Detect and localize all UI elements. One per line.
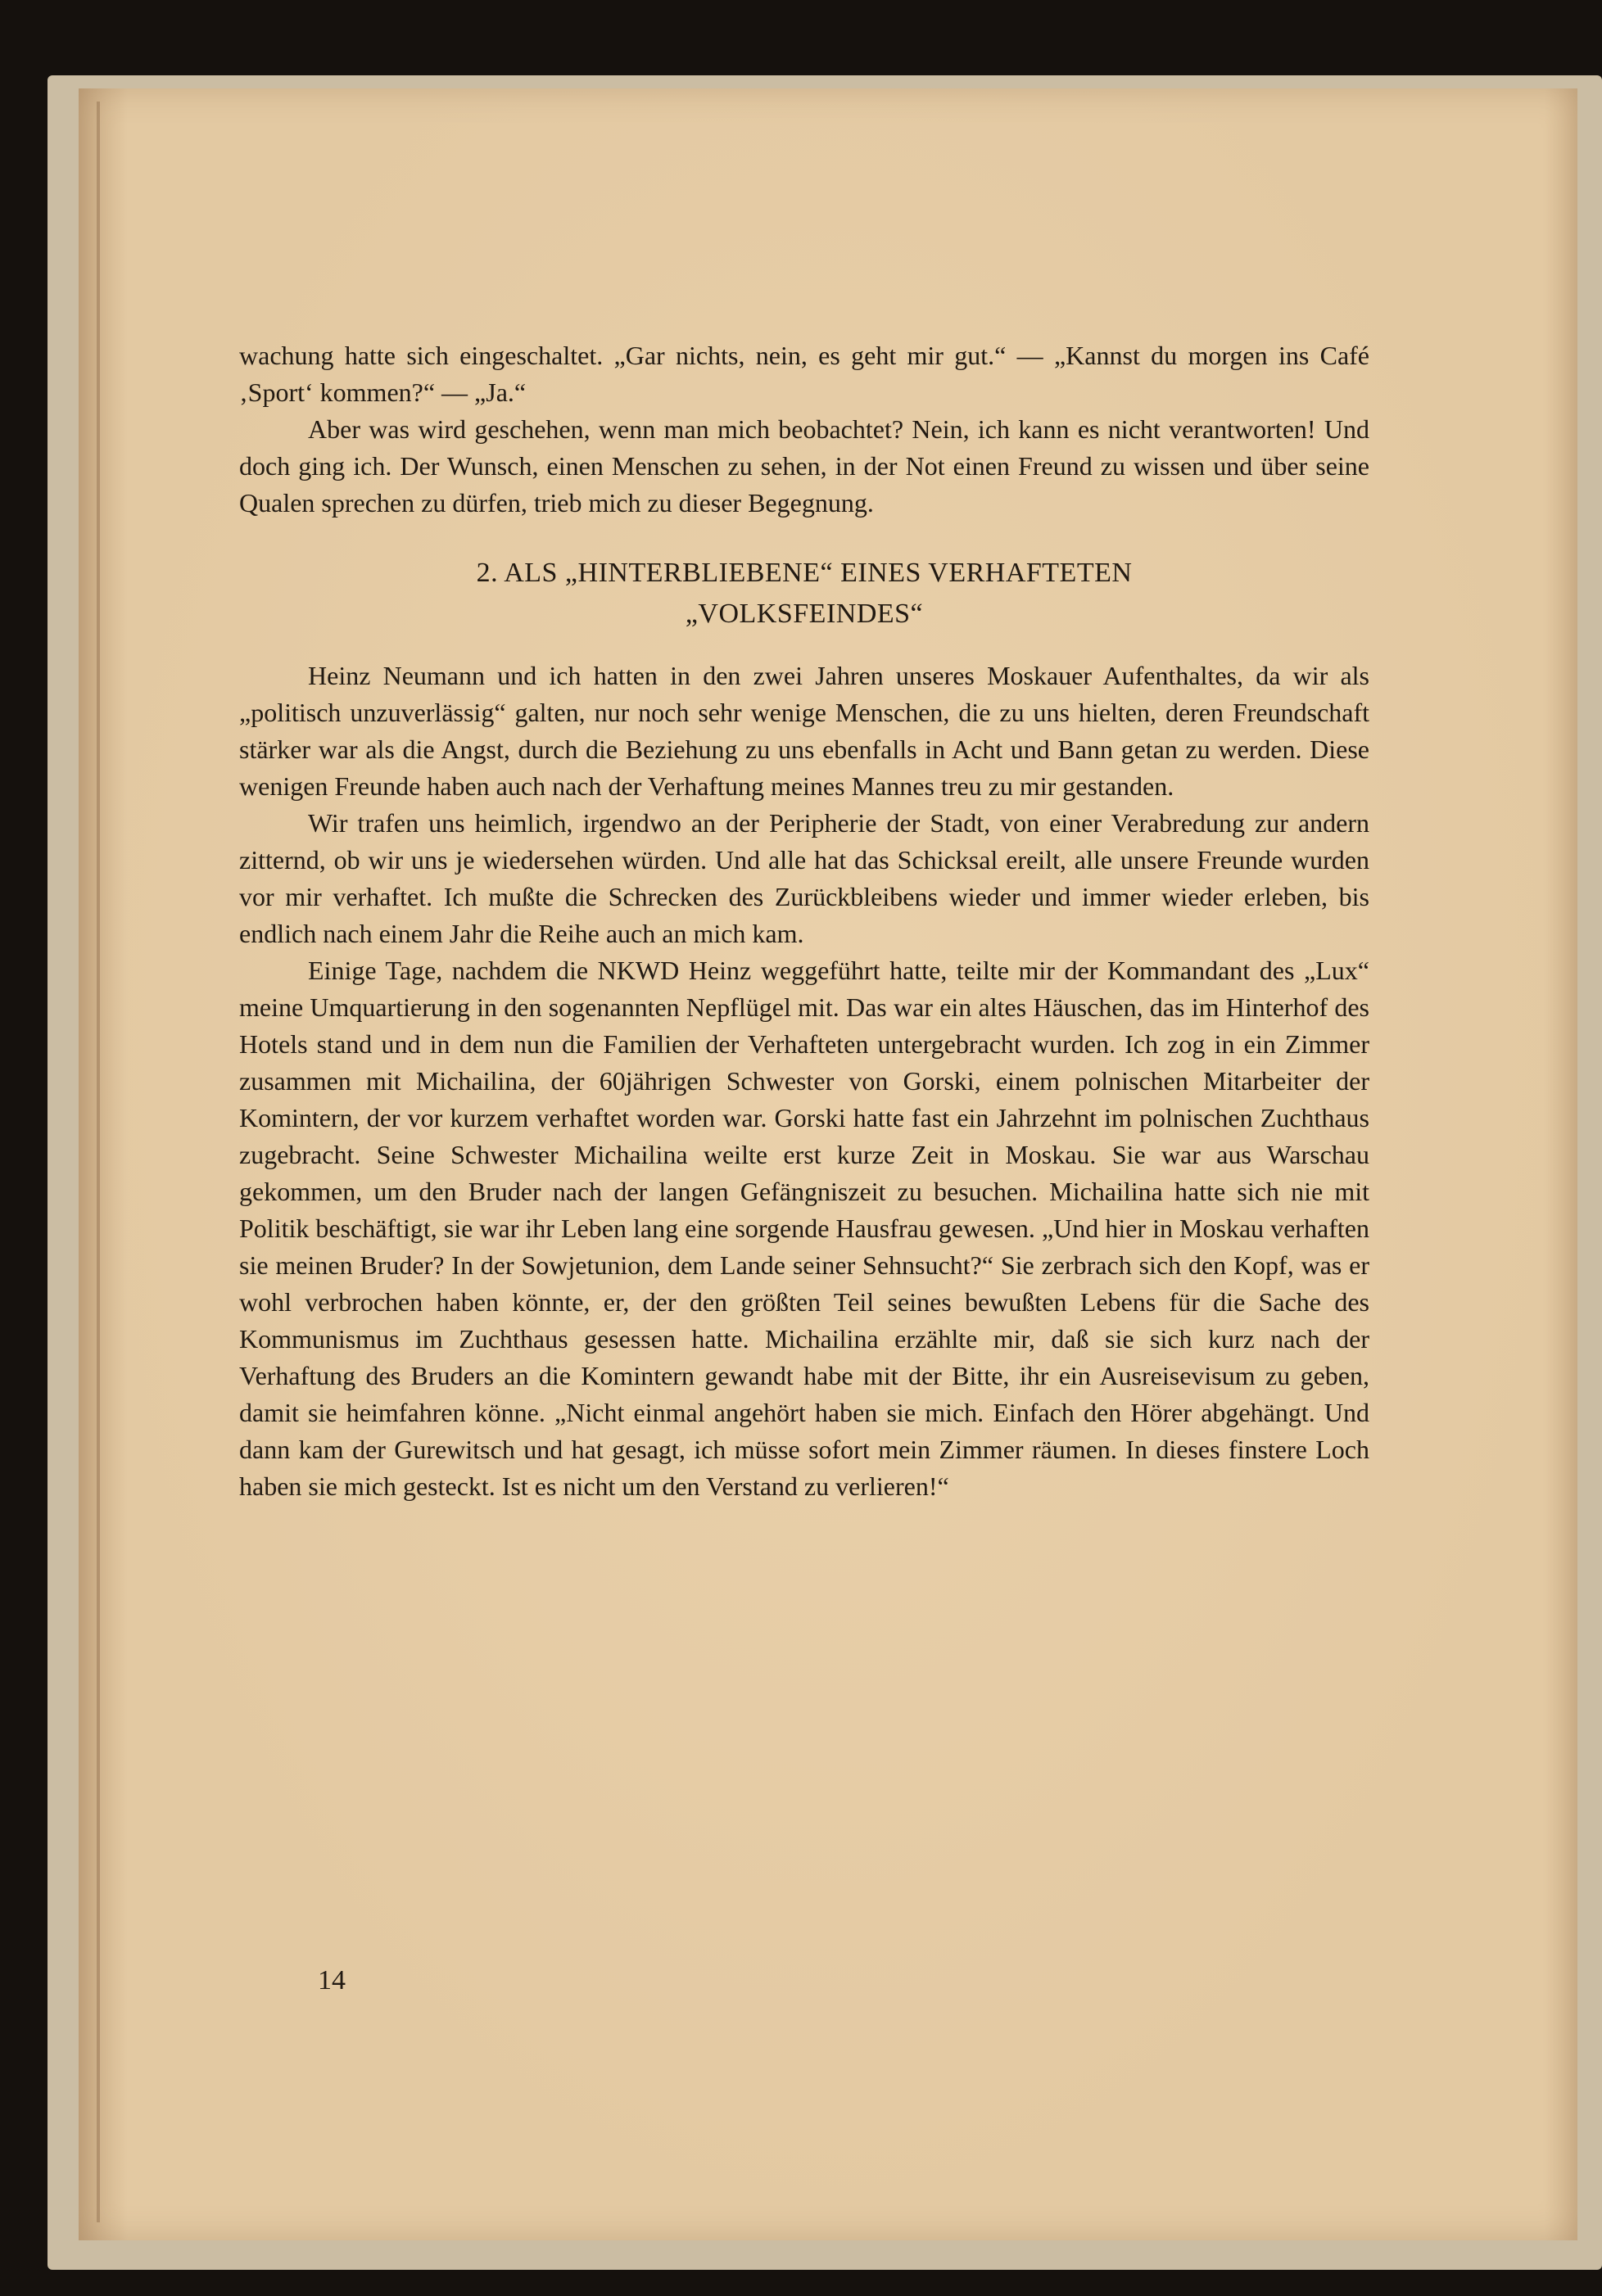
page-edge-shadow [97,102,100,2222]
chapter-heading [239,553,1369,635]
paragraph: Aber was wird geschehen, wenn man mich beobachtet? Nein, ich kann es nicht verantworten! Und doch ging ich. Der Wunsch, einen Menschen zu sehen, in der Not einen Freund zu wissen und über seine Qualen sprechen zu dürfen, trieb mich zu dieser Begegnung. [239,414,1369,518]
paragraph: Heinz Neumann und ich hatten in den zwei Jahren unseres Moskauer Aufenthaltes, da wir als „politisch unzuverlässig“ galten, nur noch sehr wenige Menschen, die zu uns hielten, deren Freundschaft stärker war als die Angst, durch die Beziehung zu uns ebenfalls in Acht und Bann getan zu werden. Diese wenigen Freunde haben auch nach der Verhaftung meines Mannes treu zu mir gestanden. [239,661,1369,801]
body-text-block [239,337,1369,1505]
chapter-heading-line-2: „VOLKSFEINDES“ [685,599,924,629]
paragraph: Wir trafen uns heimlich, irgendwo an der Peripherie der Stadt, von einer Verabredung zur andern zitternd, ob wir uns je wiedersehen würden. Und alle hat das Schicksal ereilt, alle unsere Freunde wurden vor mir verhaftet. Ich mußte die Schrecken des Zurückbleibens wieder und immer wieder erleben, bis endlich nach einem Jahr die Reihe auch an mich kam. [239,808,1369,948]
paragraph-continued: wachung hatte sich eingeschaltet. „Gar nichts, nein, es geht mir gut.“ — „Kannst du morgen ins Café ‚Sport‘ kommen?“ — „Ja.“ [239,341,1369,407]
chapter-heading-line-1: 2. ALS „HINTERBLIEBENE“ EINES VERHAFTETEN [476,558,1133,588]
page-number: 14 [318,1965,346,1995]
paragraph: Einige Tage, nachdem die NKWD Heinz weggeführt hatte, teilte mir der Kommandant des „Lux“ meine Umquartierung in den sogenannten Nepflügel mit. Das war ein altes Häuschen, das im Hinterhof des Hotels stand und in dem nun die Familien der Verhafteten untergebracht wurden. Ich zog in ein Zimmer zusammen mit Michailina, der 60jährigen Schwester von Gorski, einem polnischen Mitarbeiter der Komintern, der vor kurzem verhaftet worden war. Gorski hatte fast ein Jahrzehnt im polnischen Zuchthaus zugebracht. Seine Schwester Michailina weilte erst kurze Zeit in Moskau. Sie war aus Warschau gekommen, um den Bruder nach der langen Gefängniszeit zu besuchen. Michailina hatte sich nie mit Politik beschäftigt, sie war ihr Leben lang eine sorgende Hausfrau gewesen. „Und hier in Moskau verhaften sie meinen Bruder? In der Sowjetunion, dem Lande seiner Sehnsucht?“ Sie zerbrach sich den Kopf, was er wohl verbrochen haben könnte, er, der den größten Teil seines bewußten Lebens für die Sache des Kommunismus im Zuchthaus gesessen hatte. Michailina erzählte mir, daß sie sich kurz nach der Verhaftung des Bruders an die Komintern gewandt habe mit der Bitte, ihr ein Ausreisevisum zu geben, damit sie heimfahren könne. „Nicht einmal angehört haben sie mich. Einfach den Hörer abgehängt. Und dann kam der Gurewitsch und hat gesagt, ich müsse sofort mein Zimmer räumen. In dieses finstere Loch haben sie mich gesteckt. Ist es nicht um den Verstand zu verlieren!“ [239,956,1369,1501]
